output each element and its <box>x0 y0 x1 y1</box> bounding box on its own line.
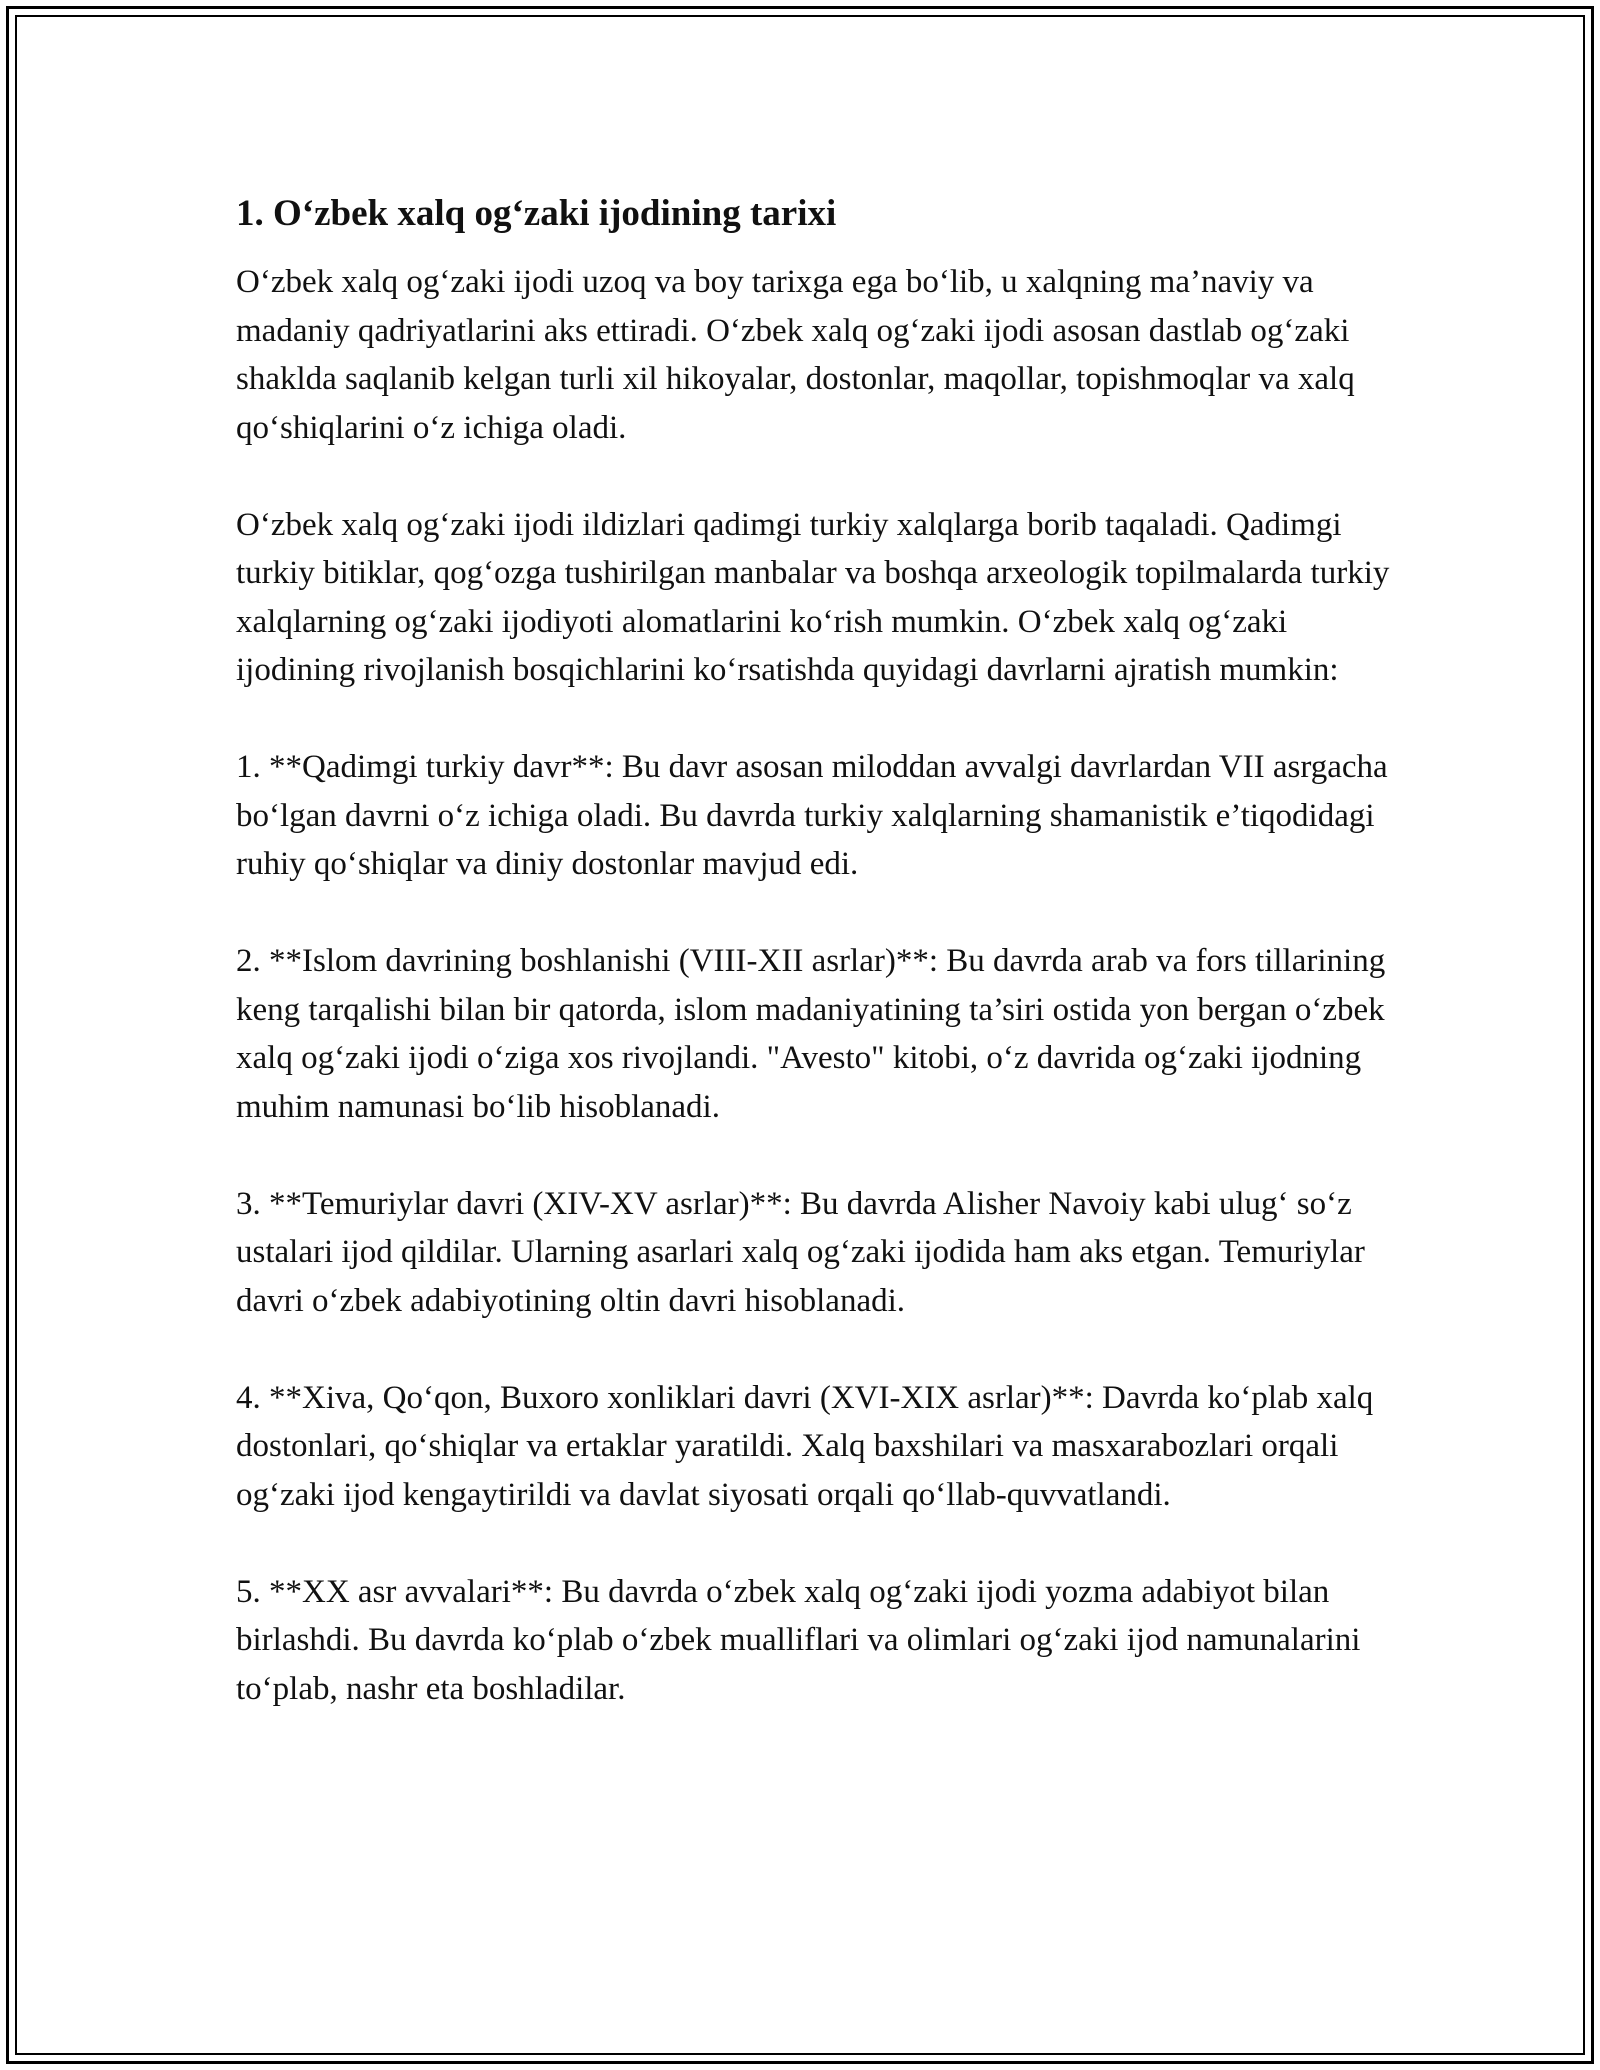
paragraph-period-4: 4. **Xiva, Qo‘qon, Buxoro xonliklari davri (XVI-XIX asrlar)**: Davrda ko‘plab xalq dostonlari, qo‘shiqlar va ertaklar yaratildi. Xalq baxshilari va masxarabozlari orqali og‘zaki ijod kengaytirildi va davlat siyosati orqali qo‘llab-quvvatlandi. <box>236 1379 1374 1513</box>
paragraph-period-2: 2. **Islom davrining boshlanishi (VIII-XII asrlar)**: Bu davrda arab va fors tillarining keng tarqalishi bilan bir qatorda, islom madaniyatining ta’siri ostida yon bergan o‘zbek xalq og‘zaki ijodi o‘ziga xos rivojlandi. "Avesto" kitobi, o‘z davrida og‘zaki ijodning muhim namunasi bo‘lib hisoblanadi. <box>236 943 1386 1125</box>
paragraph-period-5: 5. **XX asr avvalari**: Bu davrda o‘zbek xalq og‘zaki ijodi yozma adabiyot bilan birlashdi. Bu davrda ko‘plab o‘zbek mualliflari va olimlari og‘zaki ijod namunalarini to‘plab, nashr eta boshladilar. <box>236 1573 1361 1707</box>
paragraph-period-3: 3. **Temuriylar davri (XIV-XV asrlar)**: Bu davrda Alisher Navoiy kabi ulug‘ so‘z ustalari ijod qildilar. Ularning asarlari xalq og‘zaki ijodida ham aks etgan. Temuriylar davri o‘zbek adabiyotining oltin davri hisoblanadi. <box>236 1185 1365 1319</box>
paragraph-intro: O‘zbek xalq og‘zaki ijodi uzoq va boy tarixga ega bo‘lib, u xalqning ma’naviy va madaniy qadriyatlarini aks ettiradi. O‘zbek xalq og‘zaki ijodi asosan dastlab og‘zaki shaklda saqlanib kelgan turli xil hikoyalar, dostonlar, maqollar, topishmoqlar va xalq qo‘shiqlarini o‘z ichiga oladi. <box>236 264 1355 446</box>
document-title: 1. O‘zbek xalq og‘zaki ijodining tarixi <box>236 193 837 234</box>
paragraph-roots: O‘zbek xalq og‘zaki ijodi ildizlari qadimgi turkiy xalqlarga borib taqaladi. Qadimgi turkiy bitiklar, qog‘ozga tushirilgan manbalar va boshqa arxeologik topilmalarda turkiy xalqlarning og‘zaki ijodiyoti alomatlarini ko‘rish mumkin. O‘zbek xalq og‘zaki ijodining rivojlanish bosqichlarini ko‘rsatishda quyidagi davrlarni ajratish mumkin: <box>236 506 1390 688</box>
paragraph-period-1: 1. **Qadimgi turkiy davr**: Bu davr asosan miloddan avvalgi davrlardan VII asrgacha bo‘lgan davrni o‘z ichiga oladi. Bu davrda turkiy xalqlarning shamanistik e’tiqodidagi ruhiy qo‘shiqlar va diniy dostonlar mavjud edi. <box>236 749 1388 882</box>
document-body <box>236 188 1406 1762</box>
